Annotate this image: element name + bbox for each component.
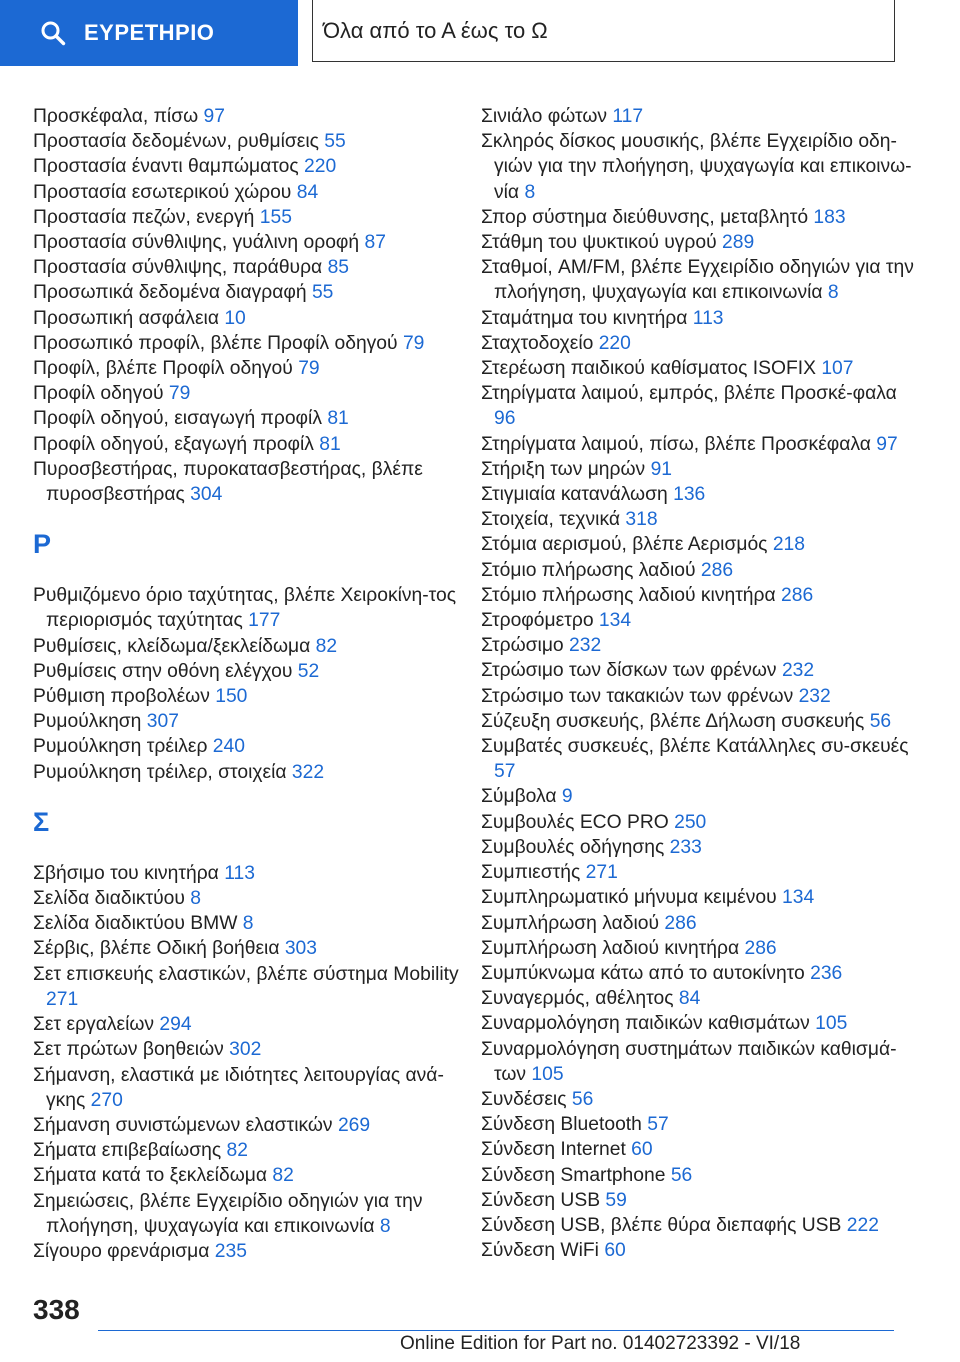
- index-page-link[interactable]: 134: [782, 887, 815, 909]
- page-header: [0, 0, 960, 66]
- index-entry: [481, 633, 921, 658]
- index-entry-text: Συμβουλές ECO PRO: [481, 811, 669, 833]
- index-page-link[interactable]: 294: [159, 1014, 192, 1036]
- index-page-link[interactable]: 10: [224, 307, 246, 329]
- index-entry: [33, 129, 473, 154]
- index-entry-text: Σταμάτημα του κινητήρα: [481, 307, 688, 329]
- page-number: 338: [33, 1294, 80, 1325]
- index-entry-text: Προστασία εσωτερικού χώρου: [33, 181, 292, 203]
- index-entry-text: Στρώσιμο: [481, 635, 564, 657]
- index-entry-text: Στόμιο πλήρωσης λαδιού κινητήρα: [481, 584, 776, 606]
- index-page-link[interactable]: 96: [494, 408, 516, 430]
- index-page-link[interactable]: 232: [798, 685, 831, 707]
- index-entry: [481, 583, 921, 608]
- index-entry-text: Στρώσιμο των δίσκων των φρένων: [481, 660, 777, 682]
- index-entry-text: Στηρίγματα λαιμού, εμπρός, βλέπε Προσκέ‐φαλα: [481, 383, 897, 405]
- index-page-link[interactable]: 57: [647, 1114, 669, 1136]
- index-entry-text: Σύζευξη συσκευής, βλέπε Δήλωση συσκευής: [481, 710, 865, 732]
- index-entry: [481, 230, 921, 255]
- index-entry: [481, 507, 921, 532]
- index-page-link[interactable]: 302: [229, 1039, 262, 1061]
- index-entry: [481, 129, 921, 205]
- index-column-left: [33, 104, 473, 1264]
- index-entry-text: Συναρμολόγηση συστημάτων παιδικών καθισμά‐των: [481, 1038, 897, 1085]
- index-entry: [33, 1239, 473, 1264]
- index-entry-text: Σύνδεση Smartphone: [481, 1164, 666, 1186]
- index-page-link[interactable]: 82: [315, 635, 338, 657]
- index-entry-text: Προφίλ οδηγού, εισαγωγή προφίλ: [33, 408, 322, 430]
- index-entry: [481, 784, 921, 809]
- index-entry-text: Σετ εργαλείων: [33, 1014, 155, 1036]
- index-page-link[interactable]: 84: [296, 181, 319, 203]
- index-entry-text: Ρυθμίσεις στην οθόνη ελέγχου: [33, 660, 293, 682]
- index-entry-text: Σταχτοδοχείο: [481, 332, 594, 354]
- index-page-link[interactable]: 81: [327, 408, 349, 430]
- index-entry-text: Στροφόμετρο: [481, 610, 594, 632]
- index-entry-text: Προφίλ οδηγού: [33, 383, 164, 405]
- edition-note: Online Edition for Part no. 01402723392 - VI/18: [400, 1333, 801, 1354]
- index-entry-text: Σπορ σύστημα διεύθυνσης, μεταβλητό: [481, 206, 809, 228]
- index-entry-text: Προστασία έναντι θαμπώματος: [33, 156, 299, 178]
- index-page-link[interactable]: 271: [585, 862, 618, 884]
- index-entry: [481, 381, 921, 431]
- index-entry-text: Σήματα επιβεβαίωσης: [33, 1140, 222, 1162]
- index-page-link[interactable]: 55: [324, 131, 346, 153]
- index-page-link[interactable]: 155: [259, 206, 292, 228]
- index-entry-text: Συναρμολόγηση παιδικών καθισμάτων: [481, 1013, 810, 1035]
- index-entry: [481, 734, 921, 784]
- index-entry: [33, 886, 473, 911]
- index-page-link[interactable]: 113: [224, 862, 255, 884]
- index-entry-text: Προσωπικά δεδομένα διαγραφή: [33, 282, 307, 304]
- index-page-link[interactable]: 303: [284, 938, 317, 960]
- index-page-link[interactable]: 8: [827, 282, 839, 304]
- index-page-link[interactable]: 56: [869, 710, 892, 732]
- index-entry: [33, 760, 473, 785]
- index-entry: [481, 860, 921, 885]
- index-entry-text: Συνδέσεις: [481, 1088, 567, 1110]
- index-page-link[interactable]: 232: [569, 635, 602, 657]
- index-page-link[interactable]: 107: [821, 358, 854, 380]
- index-entry: [481, 961, 921, 986]
- index-page-link[interactable]: 218: [772, 534, 805, 556]
- index-entry-text: Σύνδεση Bluetooth: [481, 1114, 642, 1136]
- index-entry-text: Προφίλ οδηγού, εξαγωγή προφίλ: [33, 433, 314, 455]
- index-entry: [481, 1238, 921, 1263]
- index-page-link[interactable]: 250: [674, 811, 707, 833]
- index-page-link[interactable]: 318: [625, 509, 658, 531]
- index-entry: [33, 709, 473, 734]
- index-entry: [481, 608, 921, 633]
- index-entry: [33, 406, 473, 431]
- index-entry: [481, 1163, 921, 1188]
- index-page-link[interactable]: 304: [190, 484, 223, 506]
- index-page-link[interactable]: 8: [190, 888, 202, 910]
- index-entry-text: Συναγερμός, αθέλητος: [481, 988, 674, 1010]
- index-entry-text: Προστασία σύνθλιψης, γυάλινη οροφή: [33, 232, 360, 254]
- index-page-link[interactable]: 82: [272, 1165, 294, 1187]
- index-page-link[interactable]: 286: [781, 584, 814, 606]
- index-entry-text: Στοιχεία, τεχνικά: [481, 509, 621, 531]
- index-entry-text: Ρυμούλκηση τρέιλερ, στοιχεία: [33, 761, 287, 783]
- index-page-link[interactable]: 269: [337, 1114, 371, 1136]
- index-entry: [33, 356, 473, 381]
- index-entry-text: Συμπλήρωση λαδιού κινητήρα: [481, 937, 740, 959]
- index-entry: [481, 986, 921, 1011]
- index-entry: [33, 1012, 473, 1037]
- index-entry-text: Συμβατές συσκευές, βλέπε Κατάλληλες συ‐σκευές: [481, 736, 909, 758]
- index-entry: [33, 659, 473, 684]
- index-entry-text: Σετ πρώτων βοηθειών: [33, 1039, 224, 1061]
- search-icon: [40, 20, 66, 46]
- index-page-link[interactable]: 286: [700, 559, 734, 581]
- index-tab-label: ΕΥΡΕΤΗΡΙΟ: [84, 20, 215, 45]
- index-entry-text: Σήμανση συνιστώμενων ελαστικών: [33, 1114, 333, 1136]
- index-entry: [481, 911, 921, 936]
- index-entry: [33, 230, 473, 255]
- index-page-link[interactable]: 136: [673, 484, 706, 506]
- index-entry-text: Προφίλ, βλέπε Προφίλ οδηγού: [33, 358, 293, 380]
- index-entry-text: Ρυθμίσεις, κλείδωμα/ξεκλείδωμα: [33, 635, 311, 657]
- index-entry: [481, 885, 921, 910]
- index-entry: [33, 1189, 473, 1239]
- index-entry-text: Ρυμούλκηση τρέιλερ: [33, 736, 208, 758]
- index-page-link[interactable]: 222: [846, 1214, 879, 1236]
- index-entry-text: Σύνδεση USB, βλέπε θύρα διεπαφής USB: [481, 1214, 842, 1236]
- index-entry: [481, 1213, 921, 1238]
- index-entry: [33, 1163, 473, 1188]
- index-letter-heading: Σ: [33, 806, 50, 837]
- index-entry: [481, 1087, 921, 1112]
- index-entry-text: Συμπλήρωση λαδιού: [481, 912, 660, 934]
- index-entry-text: Συμπιεστής: [481, 862, 581, 884]
- index-page-link[interactable]: 113: [692, 307, 724, 329]
- index-entry-text: Στρώσιμο των τακακιών των φρένων: [481, 685, 794, 707]
- index-entry: [481, 835, 921, 860]
- section-subtitle: Όλα από το Α έως το Ω: [312, 0, 895, 62]
- index-entry: [481, 684, 921, 709]
- index-page-link[interactable]: 60: [604, 1240, 626, 1262]
- index-entry-text: Συμπληρωματικό μήνυμα κειμένου: [481, 887, 777, 909]
- index-column-right: [481, 104, 921, 1263]
- index-entry-text: Συμβουλές οδήγησης: [481, 836, 665, 858]
- index-page-link[interactable]: 8: [379, 1215, 391, 1237]
- index-entry: [33, 936, 473, 961]
- index-entry-text: Στερέωση παιδικού καθίσματος ISOFIX: [481, 358, 816, 380]
- index-page-link[interactable]: 240: [212, 736, 245, 758]
- index-entry-text: Προστασία σύνθλιψης, παράθυρα: [33, 257, 323, 279]
- index-page-link[interactable]: 117: [612, 106, 644, 127]
- index-page-link[interactable]: 79: [402, 332, 425, 354]
- index-entry-text: Στιγμιαία κατανάλωση: [481, 484, 668, 506]
- index-entry-text: Σινιάλο φώτων: [481, 106, 608, 127]
- index-page-link[interactable]: 8: [242, 913, 254, 935]
- index-page-link[interactable]: 105: [531, 1063, 564, 1085]
- index-entry-text: Σύνδεση Internet: [481, 1139, 626, 1161]
- index-entry: [33, 154, 473, 179]
- index-page-link[interactable]: 286: [744, 937, 777, 959]
- index-page-link[interactable]: 233: [669, 836, 702, 858]
- index-page-link[interactable]: 9: [561, 786, 573, 808]
- index-entry-text: Στήριξη των μηρών: [481, 458, 646, 480]
- index-page-link[interactable]: 307: [146, 711, 179, 733]
- index-entry: [33, 861, 473, 886]
- index-entry-text: Σβήσιμο του κινητήρα: [33, 862, 219, 884]
- index-page-link[interactable]: 91: [650, 458, 673, 480]
- index-page-link[interactable]: 56: [670, 1164, 693, 1186]
- index-entry: [481, 532, 921, 557]
- index-page-link[interactable]: 236: [810, 962, 843, 984]
- index-page-link[interactable]: 85: [327, 257, 350, 279]
- index-page-link[interactable]: 82: [226, 1140, 248, 1162]
- index-entry-text: Σημειώσεις, βλέπε Εγχειρίδιο οδηγιών για την πλοήγηση, ψυχαγωγία και επικοινωνία: [33, 1190, 423, 1237]
- index-entry-text: Προσκέφαλα, πίσω: [33, 106, 199, 127]
- index-page-link[interactable]: 220: [304, 156, 337, 178]
- index-entry-text: Ρύθμιση προβολέων: [33, 686, 210, 708]
- index-entry-text: Προστασία πεζών, ενεργή: [33, 206, 255, 228]
- index-page-link[interactable]: 289: [722, 232, 755, 254]
- index-entry: [33, 1113, 473, 1138]
- index-entry: [481, 936, 921, 961]
- index-entry-text: Σύνδεση USB: [481, 1189, 601, 1211]
- index-page-link[interactable]: 57: [494, 761, 516, 783]
- index-entry-text: Σήματα κατά το ξεκλείδωμα: [33, 1165, 268, 1187]
- index-entry: [33, 432, 473, 457]
- index-entry-text: Σταθμοί, AM/FM, βλέπε Εγχειρίδιο οδηγιών για την πλοήγηση, ψυχαγωγία και επικοινωνία: [481, 257, 914, 304]
- index-entry: [481, 1037, 921, 1087]
- index-entry-text: Ρυμούλκηση: [33, 711, 142, 733]
- index-entry: [481, 255, 921, 305]
- index-page-link[interactable]: 81: [319, 433, 341, 455]
- index-page-link[interactable]: 220: [598, 332, 631, 354]
- index-page-link[interactable]: 52: [297, 660, 320, 682]
- index-entry: [33, 1063, 473, 1113]
- index-entry: [33, 331, 473, 356]
- index-page-link[interactable]: 55: [311, 282, 334, 304]
- index-entry-text: Στηρίγματα λαιμού, πίσω, βλέπε Προσκέφαλα: [481, 433, 871, 455]
- index-entry-text: Σετ επισκευής ελαστικών, βλέπε σύστημα Mobility: [33, 963, 459, 985]
- index-page-link[interactable]: 56: [571, 1088, 594, 1110]
- index-entry-text: Σέρβις, βλέπε Οδική βοήθεια: [33, 938, 280, 960]
- index-page-link[interactable]: 271: [46, 988, 79, 1010]
- index-page-link[interactable]: 183: [813, 206, 846, 228]
- index-page-link[interactable]: 322: [291, 761, 325, 783]
- index-page-link[interactable]: 59: [605, 1189, 627, 1211]
- index-page-link[interactable]: 105: [815, 1013, 848, 1035]
- index-page-link[interactable]: 150: [215, 686, 248, 708]
- index-entry: [33, 911, 473, 936]
- index-entry: [481, 104, 921, 129]
- index-entry-text: Συμπύκνωμα κάτω από το αυτοκίνητο: [481, 962, 805, 984]
- index-entry: [33, 104, 473, 129]
- index-entry-text: Σελίδα διαδικτύου BMW: [33, 913, 238, 935]
- index-entry: [481, 1112, 921, 1137]
- index-entry: [481, 331, 921, 356]
- index-page-link[interactable]: 97: [876, 433, 898, 455]
- index-page-link[interactable]: 235: [214, 1240, 247, 1262]
- index-entry: [481, 356, 921, 381]
- index-entry-text: Ρυθμιζόμενο όριο ταχύτητας, βλέπε Χειροκίνη‐τος περιορισμός ταχύτητας: [33, 585, 457, 632]
- index-entry-text: Σελίδα διαδικτύου: [33, 888, 185, 910]
- index-entry-text: Σήμανση, ελαστικά με ιδιότητες λειτουργίας ανά‐γκης: [33, 1064, 444, 1111]
- index-entry-text: Σύνδεση WiFi: [481, 1240, 599, 1262]
- index-entry: [33, 255, 473, 280]
- index-entry: [481, 1188, 921, 1213]
- footer-divider: [98, 1330, 894, 1331]
- index-page-link[interactable]: 286: [664, 912, 697, 934]
- index-entry: [481, 658, 921, 683]
- index-page-link[interactable]: 87: [364, 232, 386, 254]
- index-entry: [33, 457, 473, 507]
- index-entry: [481, 709, 921, 734]
- index-entry: [481, 432, 921, 457]
- index-entry-text: Στόμια αερισμού, βλέπε Αερισμός: [481, 534, 768, 556]
- index-entry: [33, 280, 473, 305]
- index-page-link[interactable]: 84: [678, 988, 701, 1010]
- index-entry: [33, 583, 473, 633]
- index-entry: [33, 1138, 473, 1163]
- index-page-link[interactable]: 8: [524, 181, 536, 203]
- index-page-link[interactable]: 134: [598, 610, 632, 632]
- index-entry: [481, 482, 921, 507]
- index-entry-text: Προσωπική ασφάλεια: [33, 307, 219, 329]
- index-entry-text: Σύμβολα: [481, 786, 557, 808]
- index-entry-text: Σκληρός δίσκος μουσικής, βλέπε Εγχειρίδιο οδη‐γιών για την πλοήγηση, ψυχαγωγία και επικοινω‐νία: [481, 131, 912, 203]
- index-entry: [481, 1011, 921, 1036]
- index-entry: [481, 306, 921, 331]
- index-entry-text: Πυροσβεστήρας, πυροκατασβεστήρας, βλέπε πυροσβεστήρας: [33, 458, 423, 506]
- index-entry: [33, 684, 473, 709]
- index-entry: [33, 306, 473, 331]
- index-page-link[interactable]: 97: [203, 106, 225, 127]
- index-entry-text: Προστασία δεδομένων, ρυθμίσεις: [33, 131, 319, 153]
- index-entry: [33, 1037, 473, 1062]
- index-entry-text: Στόμιο πλήρωσης λαδιού: [481, 559, 696, 581]
- index-page-link[interactable]: 79: [168, 383, 191, 405]
- index-page-link[interactable]: 60: [631, 1139, 653, 1161]
- index-search-tab[interactable]: [0, 0, 298, 66]
- index-entry: [33, 180, 473, 205]
- index-letter-heading: Ρ: [33, 529, 52, 560]
- index-page-link[interactable]: 232: [781, 660, 815, 682]
- index-entry: [481, 457, 921, 482]
- index-entry: [481, 558, 921, 583]
- index-entry: [481, 810, 921, 835]
- index-entry-text: Σίγουρο φρενάρισμα: [33, 1240, 210, 1262]
- index-entry: [33, 734, 473, 759]
- index-entry: [33, 381, 473, 406]
- index-entry-text: Στάθμη του ψυκτικού υγρού: [481, 232, 717, 254]
- index-entry: [481, 1137, 921, 1162]
- index-page-link[interactable]: 79: [298, 358, 320, 380]
- index-entry: [481, 205, 921, 230]
- index-entry: [33, 205, 473, 230]
- index-entry: [33, 962, 473, 1012]
- index-entry: [33, 634, 473, 659]
- index-page-link[interactable]: 270: [90, 1089, 123, 1111]
- index-entry-text: Προσωπικό προφίλ, βλέπε Προφίλ οδηγού: [33, 332, 398, 354]
- index-page-link[interactable]: 177: [248, 610, 281, 632]
